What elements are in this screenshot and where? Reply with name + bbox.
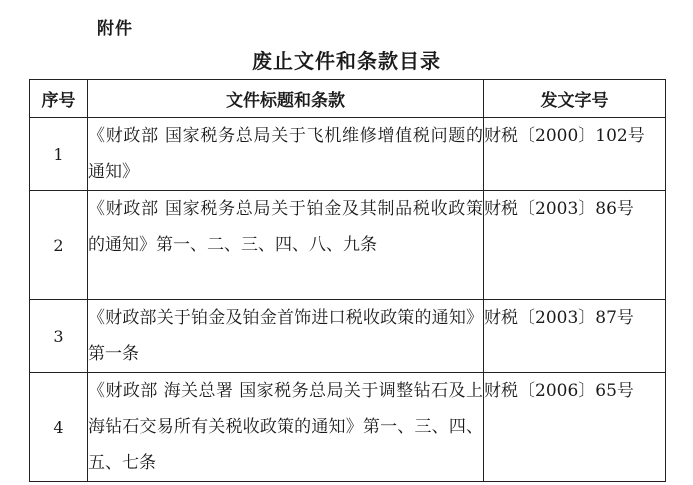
table-row (30, 300, 666, 373)
row-index: 3 (30, 300, 88, 373)
abolished-documents-table (29, 79, 666, 482)
row-index: 4 (30, 373, 88, 482)
row-title: 《财政部关于铂金及铂金首饰进口税收政策的通知》第一条 (88, 300, 484, 373)
row-doc-number: 财税〔2003〕87号 (484, 300, 666, 373)
table-row (30, 373, 666, 482)
row-title: 《财政部 国家税务总局关于铂金及其制品税收政策的通知》第一、二、三、四、八、九条 (88, 191, 484, 300)
row-title: 《财政部 海关总署 国家税务总局关于调整钻石及上海钻石交易所有关税收政策的通知》第一、三、四、五、七条 (88, 373, 484, 482)
row-doc-number: 财税〔2003〕86号 (484, 191, 666, 300)
document-title: 废止文件和条款目录 (252, 49, 441, 73)
table-row (30, 191, 666, 300)
row-title: 《财政部 国家税务总局关于飞机维修增值税问题的通知》 (88, 118, 484, 191)
header-index: 序号 (30, 80, 88, 118)
row-doc-number: 财税〔2006〕65号 (484, 373, 666, 482)
attachment-label: 附件 (97, 19, 133, 39)
table-row (30, 118, 666, 191)
row-index: 2 (30, 191, 88, 300)
header-title: 文件标题和条款 (88, 80, 484, 118)
row-doc-number: 财税〔2000〕102号 (484, 118, 666, 191)
table-header-row (30, 80, 666, 118)
row-index: 1 (30, 118, 88, 191)
header-doc-number: 发文字号 (484, 80, 666, 118)
